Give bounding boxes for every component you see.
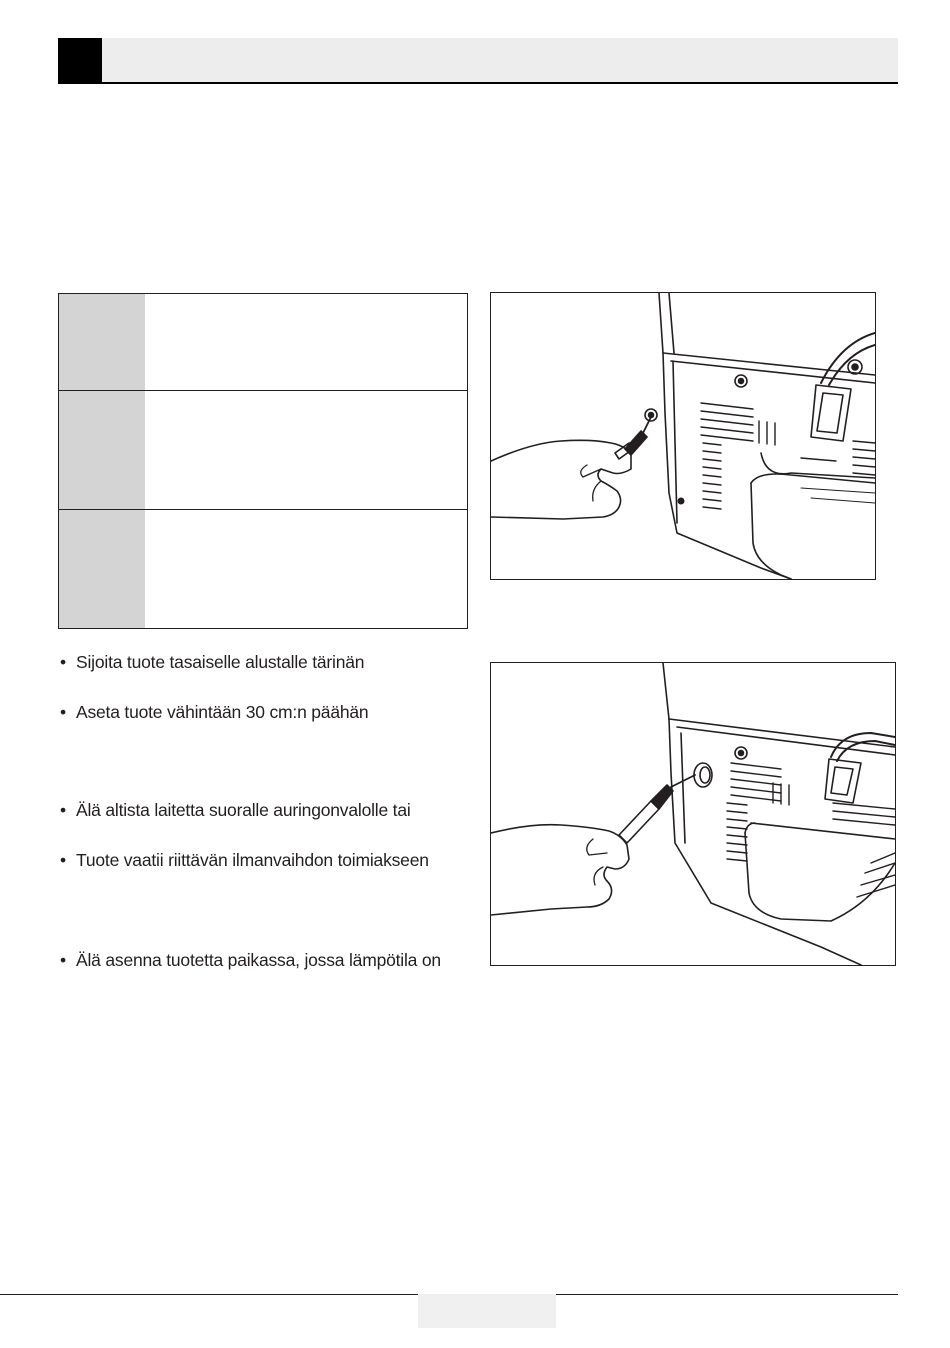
list-item [60, 850, 429, 871]
bullet-dot: • [60, 652, 66, 672]
section-header-bar [58, 38, 898, 82]
page-number-box [418, 1294, 556, 1328]
bullet-text: Aseta tuote vähintään 30 cm:n päähän [76, 702, 369, 722]
bullet-text: Tuote vaatii riittävän ilmanvaihdon toimiakseen [76, 850, 429, 870]
table-cell-class [59, 510, 146, 629]
table-cell-class [59, 391, 146, 510]
bullet-dot: • [60, 950, 66, 970]
list-item [60, 702, 368, 723]
bullet-text: Sijoita tuote tasaiselle alustalle tärinän [76, 652, 365, 672]
climate-class-table [58, 293, 468, 629]
table-row [59, 510, 468, 629]
list-item [60, 950, 441, 971]
bullet-text: Älä altista laitetta suoralle auringonvalolle tai [76, 800, 411, 820]
bullet-text: Älä asenna tuotetta paikassa, jossa lämpötila on [76, 950, 441, 970]
table-cell-class [59, 294, 146, 391]
illustration-remove-screw [490, 292, 876, 580]
table-cell-description [145, 510, 468, 629]
bullet-dot: • [60, 702, 66, 722]
illustration-insert-spacer [490, 662, 896, 966]
table-row [59, 294, 468, 391]
bullet-dot: • [60, 800, 66, 820]
section-number-block [58, 38, 102, 82]
table-row [59, 391, 468, 510]
list-item [60, 652, 364, 673]
table-cell-description [145, 391, 468, 510]
header-underline [58, 82, 898, 84]
list-item [60, 800, 411, 821]
table-cell-description [145, 294, 468, 391]
bullet-dot: • [60, 850, 66, 870]
